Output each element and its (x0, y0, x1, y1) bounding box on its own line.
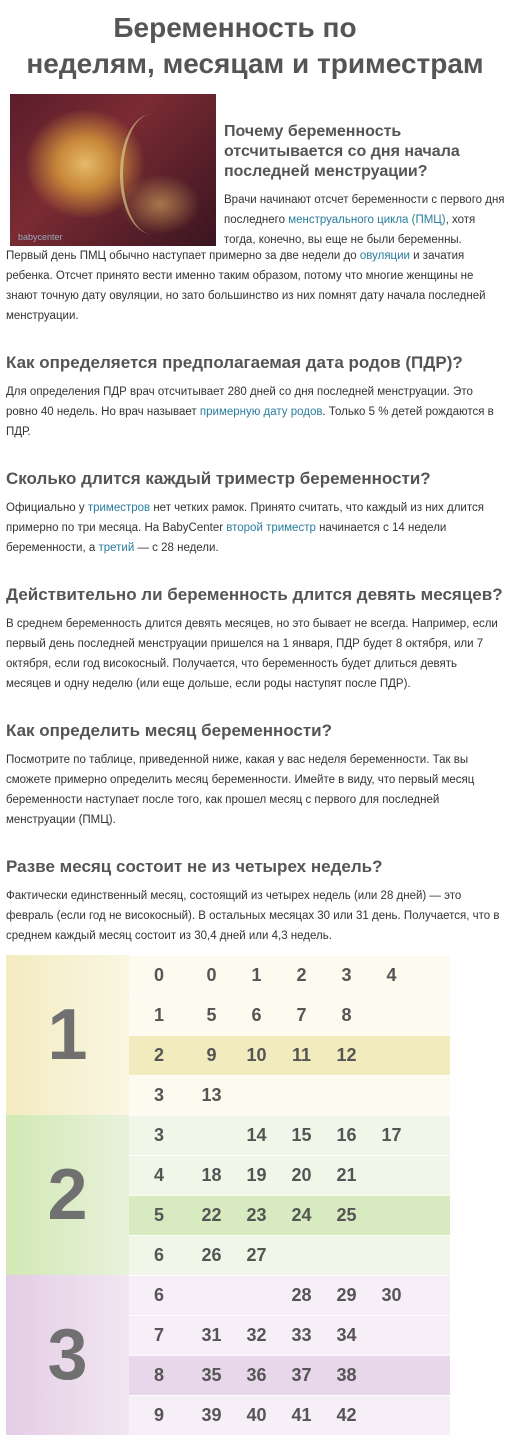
table-row (129, 955, 450, 995)
week-cell: 21 (336, 1165, 357, 1185)
week-cell: 29 (336, 1285, 357, 1305)
section-heading-nine-months: Действительно ли беременность длится девять месяцев? (6, 585, 503, 604)
trimester-rows (129, 955, 450, 1115)
week-cell: 39 (201, 1405, 222, 1425)
week-cell: 4 (386, 965, 397, 985)
week-cell: 2 (296, 965, 307, 985)
week-cell: 14 (246, 1125, 267, 1145)
section-heading-month: Как определить месяц беременности? (6, 721, 333, 740)
table-row (129, 1195, 450, 1235)
section-heading-trimester-length: Сколько длится каждый триместр беременности? (6, 469, 431, 488)
week-cell: 42 (336, 1405, 357, 1425)
week-cell: 8 (341, 1005, 352, 1025)
week-cell: 11 (291, 1045, 312, 1065)
week-cell: 7 (296, 1005, 307, 1025)
trimester-number: 3 (6, 1275, 129, 1435)
trimester-block-2 (6, 1115, 450, 1275)
section-text-month: Посмотрите по таблице, приведенной ниже, какая у вас неделя беременности. Так вы сможете примерно определить месяц беременности. Имейте в виду, что первый месяц беременности наступает после того, как прошел месяц с первого для последней менструации (ПМЦ). (6, 754, 475, 826)
section-text-trimester-length (6, 498, 504, 558)
text-part: нет четких рамок. Принято считать, что каждый из них длится примерно по три месяца. На BabyCenter (6, 502, 484, 534)
page-title-line1: Беременность по (113, 12, 357, 43)
week-cell: 20 (291, 1165, 312, 1185)
week-cell: 28 (291, 1285, 312, 1305)
link-due-date[interactable]: примерную дату родов (199, 406, 323, 418)
week-cell: 1 (251, 965, 262, 985)
month-cell: 4 (153, 1165, 164, 1185)
week-cell: 33 (291, 1325, 312, 1345)
week-cell: 30 (381, 1285, 402, 1305)
week-cell: 40 (246, 1405, 267, 1425)
week-cell: 6 (251, 1005, 262, 1025)
week-cell: 23 (246, 1205, 267, 1225)
week-cell: 9 (206, 1045, 217, 1065)
intro-block (6, 94, 504, 246)
month-cell: 8 (153, 1365, 164, 1385)
intro-text (224, 190, 508, 250)
pregnancy-weeks-table (6, 955, 450, 1435)
week-cell: 5 (206, 1005, 217, 1025)
table-row (129, 1155, 450, 1195)
section-text-due-date (6, 382, 504, 442)
section-text-four-weeks: Фактически единственный месяц, состоящий из четырех недель (или 28 дней) — это февраль (если год не високосный). В остальных месяцах 30 или 31 день. Получается, что в среднем каждый месяц состоит из 30,4 дней или 4,3 недель. (6, 890, 500, 942)
week-cell: 35 (201, 1365, 222, 1385)
week-cell: 13 (201, 1085, 222, 1105)
table-row (129, 1115, 450, 1155)
week-cell: 27 (246, 1245, 267, 1265)
week-cell: 25 (336, 1205, 357, 1225)
table-row (129, 1355, 450, 1395)
page-title (0, 0, 510, 82)
text-part: . Только 5 % детей рождаются в ПДР. (6, 406, 494, 438)
month-cell: 5 (153, 1205, 164, 1225)
text-part: Официально у (6, 502, 88, 514)
week-cell: 38 (336, 1365, 357, 1385)
trimester-number: 1 (6, 955, 129, 1115)
link-trimesters[interactable]: триместров (87, 502, 151, 514)
table-row (129, 1395, 450, 1435)
table-row (129, 1035, 450, 1075)
week-cell: 19 (246, 1165, 267, 1185)
link-ovulation[interactable]: овуляции (359, 250, 410, 262)
table-row (129, 1235, 450, 1275)
link-third-trimester[interactable]: третий (98, 542, 135, 554)
week-cell: 31 (201, 1325, 222, 1345)
month-cell: 9 (153, 1405, 164, 1425)
photo-watermark: babycenter (18, 232, 63, 242)
intro-text-part: , хотя тогда, конечно, вы еще не были беременны. (224, 214, 476, 246)
month-cell: 3 (153, 1125, 164, 1145)
section-text-nine-months: В среднем беременность длится девять месяцев, но это бывает не всегда. Например, если первый день последней менструации пришелся на 1 января, ПДР будет 8 октября, или 7 октября, если год високосный. Получается, что беременность будет длиться девять месяцев и одну неделю (или еще дольше, если роды наступят после ПДР). (6, 618, 498, 690)
week-cell: 17 (381, 1125, 402, 1145)
week-cell: 3 (341, 965, 352, 985)
week-cell: 32 (246, 1325, 267, 1345)
month-cell: 6 (153, 1245, 164, 1265)
week-cell: 10 (246, 1045, 267, 1065)
table-row (129, 1275, 450, 1315)
week-cell: 36 (246, 1365, 267, 1385)
text-part: Для определения ПДР врач отсчитывает 280 дней со дня последней менструации. Это ровно 40 недель. Но врач называет (6, 386, 473, 418)
text-part: — с 28 недели. (134, 542, 219, 554)
week-cell: 22 (201, 1205, 222, 1225)
week-cell: 15 (291, 1125, 312, 1145)
section-heading-due-date: Как определяется предполагаемая дата родов (ПДР)? (6, 353, 463, 372)
fetus-photo (10, 94, 216, 246)
week-cell: 41 (291, 1405, 312, 1425)
week-cell: 24 (291, 1205, 312, 1225)
table-row (129, 1075, 450, 1115)
intro-text-part: Врачи начинают отсчет беременности с первого дня последнего (224, 194, 505, 226)
week-cell: 26 (201, 1245, 222, 1265)
intro-heading: Почему беременность отсчитывается со дня начала последней менструации? (224, 123, 460, 180)
article-content (0, 94, 510, 946)
trimester-rows (129, 1115, 450, 1275)
trimester-rows (129, 1275, 450, 1435)
umbilical-cord-shape (120, 114, 183, 234)
week-cell: 16 (336, 1125, 357, 1145)
link-menstrual-cycle[interactable]: менструального цикла (ПМЦ) (288, 214, 446, 226)
trimester-block-3 (6, 1275, 450, 1435)
intro-paragraph-2 (6, 246, 504, 326)
week-cell: 34 (336, 1325, 357, 1345)
page-title-line2: неделям, месяцам и триместрам (26, 48, 484, 79)
text-part: Первый день ПМЦ обычно наступает примерно за две недели до (6, 250, 360, 262)
month-cell: 2 (153, 1045, 164, 1065)
table-row (129, 1315, 450, 1355)
table-row (129, 995, 450, 1035)
week-cell: 0 (206, 965, 217, 985)
link-second-trimester[interactable]: второй триместр (226, 522, 316, 534)
trimester-block-1 (6, 955, 450, 1115)
month-cell: 0 (153, 965, 164, 985)
month-cell: 1 (153, 1005, 164, 1025)
trimester-number: 2 (6, 1115, 129, 1275)
text-part: начинается с 14 недели беременности, а (6, 522, 447, 554)
month-cell: 6 (153, 1285, 164, 1305)
week-cell: 18 (201, 1165, 222, 1185)
week-cell: 37 (291, 1365, 312, 1385)
month-cell: 7 (153, 1325, 164, 1345)
text-part: и зачатия ребенка. Отсчет принято вести именно таким образом, потому что многие женщины не знают точную дату овуляции, но зато большинство из них помнят дату начала последней менструации. (6, 250, 486, 322)
month-cell: 3 (153, 1085, 164, 1105)
section-heading-four-weeks: Разве месяц состоит не из четырех недель? (6, 857, 383, 876)
week-cell: 12 (336, 1045, 357, 1065)
